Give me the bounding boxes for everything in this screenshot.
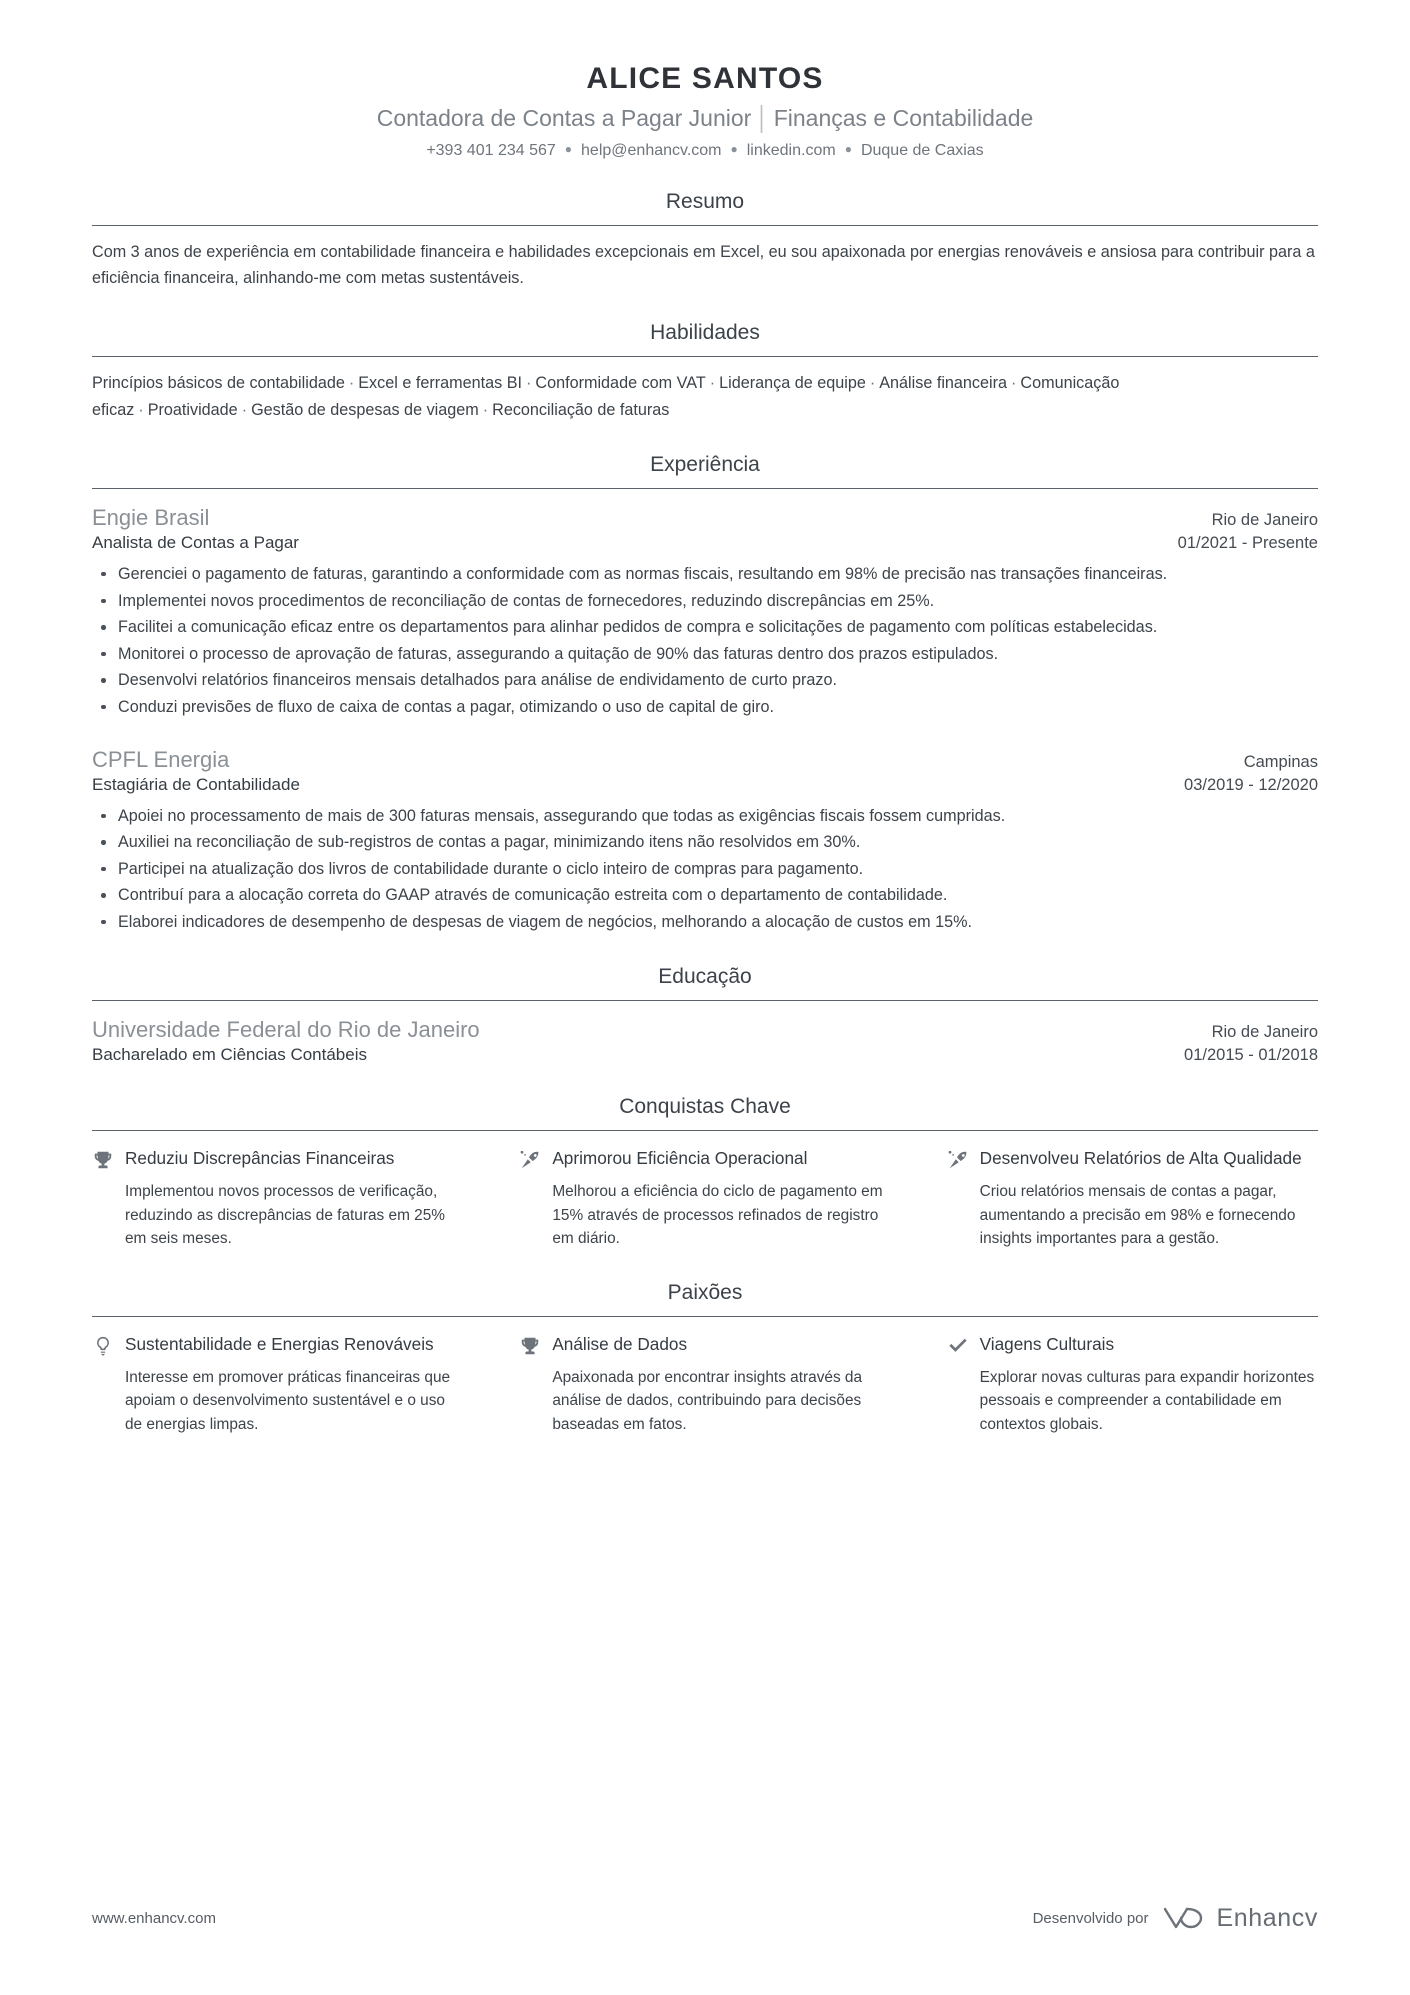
entry-dates: 01/2021 - Presente [1177, 533, 1318, 552]
entry-bullet: Participei na atualização dos livros de contabilidade durante o ciclo inteiro de compras para pagamento. [92, 857, 1318, 883]
section-experience [92, 453, 1318, 936]
skill-item: Excel e ferramentas BI [358, 374, 522, 393]
skill-separator: · [869, 374, 876, 393]
skill-item: Reconciliação de faturas [492, 400, 670, 419]
contact-linkedin[interactable]: linkedin.com [746, 142, 836, 159]
highlight-card-header [519, 1147, 890, 1171]
highlight-card [92, 1147, 463, 1250]
skills-list [92, 370, 1318, 422]
section-skills [92, 321, 1318, 422]
rocket-trajectory-icon [519, 1149, 541, 1171]
section-rule [92, 1130, 1318, 1131]
footer-branding [1033, 1903, 1318, 1933]
summary-text: Com 3 anos de experiência em contabilidade financeira e habilidades excepcionais em Excel, eu sou apaixonada por energias renováveis e ansiosa para contribuir para a eficiência financeira, alinhando-me com metas sustentáveis. [92, 243, 1315, 288]
entry-bullet: Contribuí para a alocação correta do GAAP através de comunicação estreita com o departamento de contabilidade. [92, 883, 1318, 909]
entry-organization: Engie Brasil [92, 504, 210, 530]
brand-name: Enhancv [1216, 1903, 1318, 1932]
entry-dates: 01/2015 - 01/2018 [1184, 1046, 1318, 1065]
trophy-icon [92, 1149, 114, 1171]
section-achievements [92, 1095, 1318, 1250]
section-summary [92, 190, 1318, 291]
candidate-name: ALICE SANTOS [586, 62, 824, 95]
experience-entries [92, 505, 1318, 936]
candidate-headline [92, 105, 1318, 132]
highlight-card-description: Melhorou a eficiência do ciclo de pagamento em 15% através de processos refinados de registro em diário. [552, 1183, 883, 1248]
section-passions [92, 1281, 1318, 1436]
entry-role: Analista de Contas a Pagar [92, 532, 299, 552]
highlight-card-title: Análise de Dados [552, 1333, 688, 1354]
check-icon [947, 1335, 969, 1357]
entry-bullet: Desenvolvi relatórios financeiros mensais detalhados para análise de endividamento de curto prazo. [92, 668, 1318, 694]
contact-phone: +393 401 234 567 [426, 142, 556, 159]
section-education [92, 965, 1318, 1065]
skill-item: Proatividade [147, 400, 238, 419]
skill-item: Conformidade com VAT [535, 374, 706, 393]
entry-location: Campinas [1243, 752, 1318, 771]
skill-separator: · [709, 374, 716, 393]
headline-title: Contadora de Contas a Pagar Junior [376, 105, 752, 131]
entry-role: Bacharelado em Ciências Contábeis [92, 1045, 367, 1065]
entry-bullet-list [92, 562, 1318, 721]
education-entries [92, 1017, 1318, 1065]
highlight-card-description: Implementou novos processos de verificação, reduzindo as discrepâncias de faturas em 25% em seis meses. [125, 1183, 445, 1248]
entry-bullet: Elaborei indicadores de desempenho de despesas de viagem de negócios, melhorando a alocação de custos em 15%. [92, 910, 1318, 936]
headline-field: Finanças e Contabilidade [773, 105, 1034, 131]
highlight-card-header [92, 1333, 463, 1357]
entry-role-row [92, 533, 1318, 553]
enhancv-logo-icon [1161, 1903, 1205, 1933]
resume-entry [92, 747, 1318, 936]
highlight-card-title: Viagens Culturais [979, 1333, 1115, 1354]
skill-separator: · [526, 374, 532, 393]
entry-location: Rio de Janeiro [1211, 510, 1318, 529]
passion-columns [92, 1333, 1318, 1436]
highlight-card-description: Apaixonada por encontrar insights através da análise de dados, contribuindo para decisões baseadas em fatos. [552, 1368, 863, 1433]
entry-role: Estagiária de Contabilidade [92, 774, 300, 794]
highlight-card-header [947, 1147, 1318, 1171]
highlight-card [519, 1333, 890, 1436]
skill-item: Gestão de despesas de viagem [251, 400, 479, 419]
skill-separator: · [138, 400, 144, 419]
highlight-card-title: Reduziu Discrepâncias Financeiras [125, 1148, 395, 1169]
section-title-experience: Experiência [650, 452, 760, 476]
contact-line [92, 142, 1318, 160]
section-rule [92, 356, 1318, 357]
contact-sep: ● [730, 142, 738, 156]
highlight-card-description: Explorar novas culturas para expandir horizontes pessoais e compreender a contabilidade em contextos globais. [979, 1368, 1315, 1433]
contact-sep: ● [844, 142, 852, 156]
page-footer [92, 1903, 1318, 1933]
highlight-card-title: Sustentabilidade e Energias Renováveis [125, 1333, 434, 1354]
achievement-columns [92, 1147, 1318, 1250]
footer-powered-by: Desenvolvido por [1032, 1909, 1149, 1927]
contact-location: Duque de Caxias [860, 142, 984, 159]
entry-bullet: Auxiliei na reconciliação de sub-registros de contas a pagar, minimizando itens não resolvidos em 30%. [92, 830, 1318, 856]
entry-org-row [92, 747, 1318, 773]
contact-email[interactable]: help@enhancv.com [581, 142, 722, 159]
skill-separator: · [482, 400, 489, 419]
entry-location: Rio de Janeiro [1211, 1023, 1318, 1042]
section-rule [92, 1316, 1318, 1317]
skill-separator: · [241, 400, 248, 419]
highlight-card-description: Criou relatórios mensais de contas a pagar, aumentando a precisão em 98% e fornecendo insights importantes para a gestão. [979, 1183, 1296, 1248]
resume-header [92, 62, 1318, 160]
headline-divider: │ [755, 105, 770, 131]
highlight-card-title: Desenvolveu Relatórios de Alta Qualidade [979, 1148, 1302, 1169]
entry-bullet: Conduzi previsões de fluxo de caixa de contas a pagar, otimizando o uso de capital de giro. [92, 695, 1318, 721]
entry-bullet: Facilitei a comunicação eficaz entre os departamentos para alinhar pedidos de compra e solicitações de pagamento com políticas estabelecidas. [92, 615, 1318, 641]
highlight-card-header [947, 1333, 1318, 1357]
section-title-summary: Resumo [665, 190, 745, 213]
skill-separator: · [1011, 374, 1017, 393]
entry-org-row [92, 1017, 1318, 1043]
rocket-trajectory-icon [947, 1149, 969, 1171]
section-title-education: Educação [658, 965, 752, 989]
skill-item: Análise financeira [879, 374, 1008, 393]
entry-role-row [92, 775, 1318, 795]
skill-separator: · [348, 374, 355, 393]
entry-bullet: Implementei novos procedimentos de reconciliação de contas de fornecedores, reduzindo discrepâncias em 25%. [92, 589, 1318, 615]
trophy-icon [519, 1335, 541, 1357]
entry-org-row [92, 505, 1318, 531]
entry-bullet: Monitorei o processo de aprovação de faturas, assegurando a quitação de 90% das faturas dentro dos prazos estipulados. [92, 642, 1318, 668]
highlight-card-header [92, 1147, 463, 1171]
highlight-card [92, 1333, 463, 1436]
resume-entry [92, 1017, 1318, 1065]
entry-bullet-list [92, 804, 1318, 936]
footer-url[interactable]: www.enhancv.com [92, 1909, 216, 1927]
highlight-card-description: Interesse em promover práticas financeiras que apoiam o desenvolvimento sustentável e o uso de energias limpas. [125, 1368, 451, 1433]
skill-item: Liderança de equipe [719, 374, 866, 393]
entry-dates: 03/2019 - 12/2020 [1184, 775, 1318, 794]
lightbulb-icon [92, 1335, 114, 1357]
section-rule [92, 225, 1318, 226]
highlight-card [947, 1147, 1318, 1250]
highlight-card-header [519, 1333, 890, 1357]
entry-organization: Universidade Federal do Rio de Janeiro [92, 1017, 480, 1043]
skill-item: Comunicação eficaz [92, 374, 1120, 419]
entry-role-row [92, 1045, 1318, 1065]
section-rule [92, 1000, 1318, 1001]
section-rule [92, 488, 1318, 489]
resume-entry [92, 505, 1318, 721]
entry-bullet: Apoiei no processamento de mais de 300 faturas mensais, assegurando que todas as exigências fiscais fossem cumpridas. [92, 804, 1318, 830]
skill-item: Princípios básicos de contabilidade [92, 374, 345, 393]
section-title-achievements: Conquistas Chave [619, 1095, 791, 1119]
highlight-card-title: Aprimorou Eficiência Operacional [552, 1148, 808, 1169]
section-title-passions: Paixões [667, 1280, 743, 1304]
highlight-card [947, 1333, 1318, 1436]
section-title-skills: Habilidades [650, 321, 760, 345]
highlight-card [519, 1147, 890, 1250]
entry-bullet: Gerenciei o pagamento de faturas, garantindo a conformidade com as normas fiscais, resultando em 98% de precisão nas transações financeiras. [92, 562, 1318, 588]
contact-sep: ● [564, 142, 573, 156]
entry-organization: CPFL Energia [92, 746, 230, 772]
